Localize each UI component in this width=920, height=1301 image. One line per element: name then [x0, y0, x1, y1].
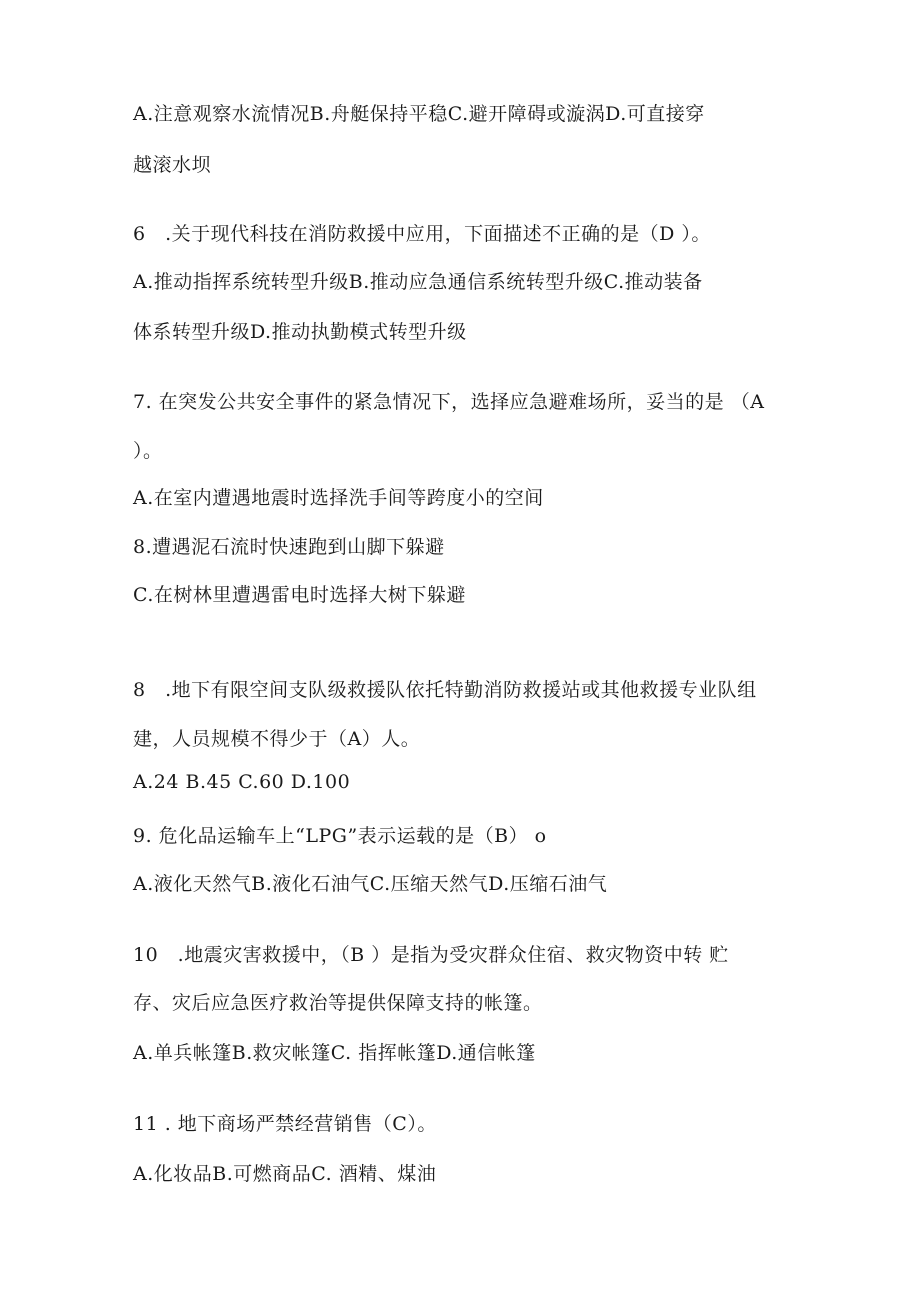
- q8-question-line-2: 建，人员规模不得少于（A）人。: [133, 728, 421, 750]
- q9-question: 9. 危化品运输车上“LPG”表示运载的是（B） o: [133, 825, 547, 847]
- q7-option-a: A.在室内遭遇地震时选择洗手间等跨度小的空间: [133, 487, 544, 509]
- q5-options-line-2: 越滚水坝: [133, 154, 212, 176]
- q8-options: A.24 B.45 C.60 D.100: [133, 771, 351, 793]
- q11-options: A.化妆品B.可燃商品C. 酒精、煤油: [133, 1163, 437, 1185]
- q10-question-line-1: 10 .地震灾害救援中，（B ）是指为受灾群众住宿、救灾物资中转 贮: [133, 944, 729, 966]
- q9-options: A.液化天然气B.液化石油气C.压缩天然气D.压缩石油气: [133, 873, 608, 895]
- q11-question: 11 . 地下商场严禁经营销售（C）。: [133, 1113, 437, 1135]
- q10-options: A.单兵帐篷B.救灾帐篷C. 指挥帐篷D.通信帐篷: [133, 1042, 536, 1064]
- q8-question-line-1: 8 .地下有限空间支队级救援队依托特勤消防救援站或其他救援专业队组: [133, 679, 757, 701]
- q7-option-c: C.在树林里遭遇雷电时选择大树下躲避: [133, 584, 466, 606]
- q7-option-b: 8.遭遇泥石流时快速跑到山脚下躲避: [133, 536, 445, 558]
- q5-options-line-1: A.注意观察水流情况B.舟艇保持平稳C.避开障碍或漩涡D.可直接穿: [133, 103, 705, 125]
- q6-options-line-1: A.推动指挥系统转型升级B.推动应急通信系统转型升级C.推动装备: [133, 271, 703, 293]
- q7-question-line-2: ）。: [133, 440, 163, 462]
- q7-question-line-1: 7. 在突发公共安全事件的紧急情况下，选择应急避难场所，妥当的是 （A: [133, 391, 765, 413]
- q6-options-line-2: 体系转型升级D.推动执勤模式转型升级: [133, 321, 467, 343]
- q6-question: 6 .关于现代科技在消防救援中应用，下面描述不正确的是（D ）。: [133, 223, 711, 245]
- q10-question-line-2: 存、灾后应急医疗救治等提供保障支持的帐篷。: [133, 992, 543, 1014]
